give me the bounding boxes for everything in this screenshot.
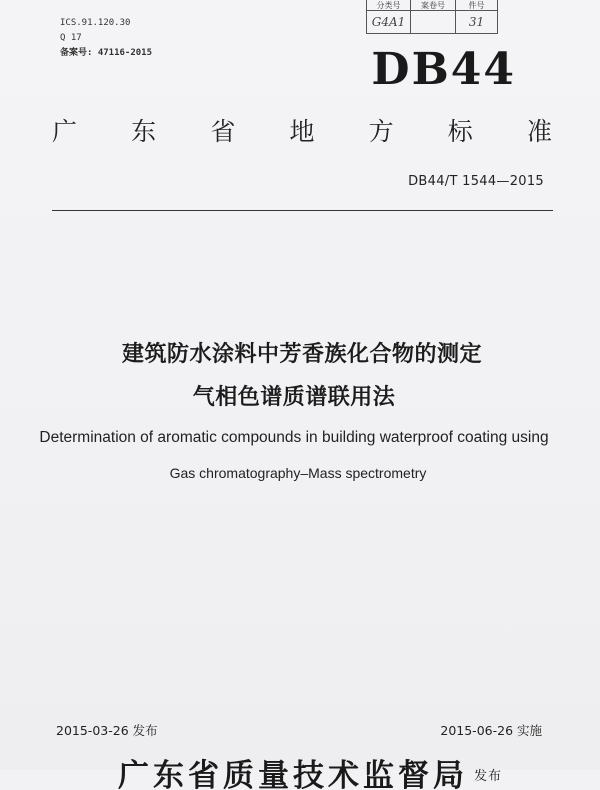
implementation-date: 2015-06-26 实施 <box>440 723 542 738</box>
title-english-line-1: Determination of aromatic compounds in building waterproof coating using <box>39 429 549 446</box>
issue-date: 2015-03-26 发布 <box>56 723 158 738</box>
classification-block <box>60 16 152 61</box>
issuer-suffix: 发布 <box>474 769 503 784</box>
title-english-line-2: Gas chromatography–Mass spectrometry <box>169 465 427 481</box>
standard-code-logo: DB44 <box>371 44 516 95</box>
province-title-char: 准 <box>526 117 552 146</box>
province-title-char: 地 <box>289 117 315 146</box>
standard-number: DB44/T 1544—2015 <box>408 174 544 189</box>
stamp-header-volume: 案卷号 <box>411 0 456 11</box>
province-title-char: 广 <box>52 117 78 146</box>
header-divider <box>52 210 553 211</box>
province-title-char: 方 <box>368 117 394 146</box>
province-title-char: 标 <box>447 117 473 146</box>
stamp-value-volume <box>411 11 456 33</box>
stamp-value-category: G4A1 <box>367 11 411 33</box>
ics-code: ICS.91.120.30 <box>60 18 131 28</box>
issuer-name: 广东省质量技术监督局 <box>118 758 468 790</box>
stamp-header-item: 件号 <box>456 0 497 11</box>
title-chinese-line-1: 建筑防水涂料中芳香族化合物的测定 <box>121 342 482 367</box>
filing-number: 备案号: 47116-2015 <box>60 48 153 58</box>
province-title-char: 东 <box>131 117 157 146</box>
province-title-char: 省 <box>210 117 236 146</box>
ccs-code: Q 17 <box>60 33 82 43</box>
archive-stamp <box>366 0 498 34</box>
province-standard-title <box>52 112 552 148</box>
title-chinese-line-2: 气相色谱质谱联用法 <box>192 385 396 410</box>
issuing-authority <box>118 750 538 790</box>
stamp-header-category: 分类号 <box>367 0 411 11</box>
stamp-value-item: 31 <box>468 15 485 29</box>
